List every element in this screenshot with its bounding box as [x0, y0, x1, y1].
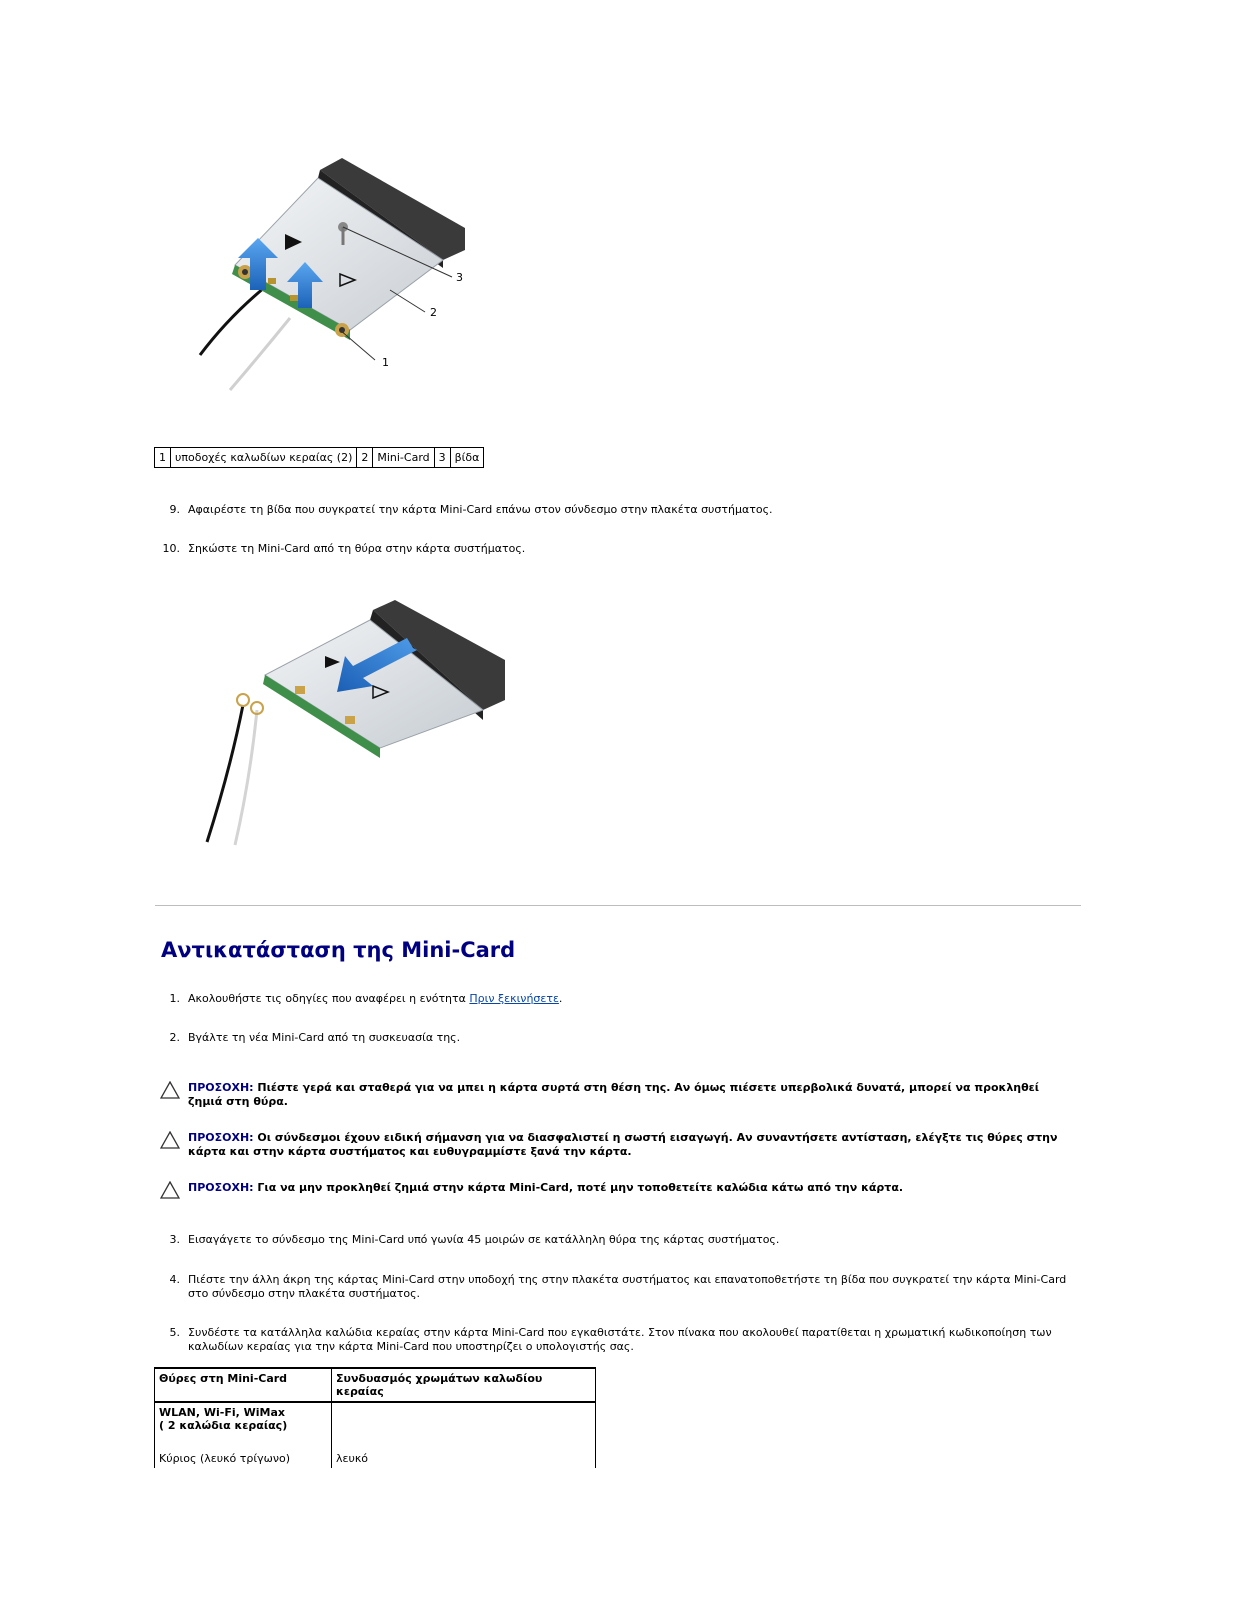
callout-1: 1	[382, 356, 389, 369]
port-cell: Κύριος (λευκό τρίγωνο)	[155, 1449, 332, 1468]
step-9	[150, 503, 1075, 517]
step-text: Αφαιρέστε τη βίδα που συγκρατεί την κάρτα Mini-Card επάνω στον σύνδεσμο στην πλακέτα συστήματος.	[188, 503, 773, 516]
caution-label: ΠΡΟΣΟΧΗ:	[188, 1081, 254, 1094]
step-2	[150, 1031, 1075, 1045]
caution-text	[188, 1081, 1076, 1109]
legend-num-3: 3	[434, 448, 450, 468]
step-5	[150, 1326, 1075, 1354]
legend-label-3: βίδα	[450, 448, 484, 468]
step-text: Εισαγάγετε το σύνδεσμο της Mini-Card υπό γωνία 45 μοιρών σε κατάλληλη θύρα της κάρτας συστήματος.	[188, 1233, 780, 1246]
step-text-after: .	[558, 992, 563, 1005]
before-you-begin-link[interactable]: Πριν ξεκινήσετε	[469, 992, 559, 1005]
step-text: Πιέστε την άλλη άκρη της κάρτας Mini-Card στην υποδοχή της στην πλακέτα συστήματος και επανατοποθετήστε τη βίδα που συγκρατεί την κάρτα Mini-Card στο σύνδεσμο στην πλακέτα συστήματος.	[188, 1273, 1067, 1300]
section-divider	[155, 905, 1081, 906]
header-color-scheme: Συνδυασμός χρωμάτων καλωδίου κεραίας	[332, 1368, 596, 1402]
step-number: 4.	[169, 1273, 180, 1286]
antenna-color-table	[154, 1367, 596, 1468]
header-ports: Θύρες στη Mini-Card	[155, 1368, 332, 1402]
step-text: Βγάλτε τη νέα Mini-Card από τη συσκευασία της.	[188, 1031, 461, 1044]
callout-3: 3	[456, 271, 463, 284]
group-title: WLAN, Wi-Fi, WiMax	[159, 1406, 286, 1419]
step-number: 3.	[169, 1233, 180, 1246]
caution-body: Οι σύνδεσμοι έχουν ειδική σήμανση για να διασφαλιστεί η σωστή εισαγωγή. Αν συναντήσετε αντίσταση, ελέγξτε τις θύρες στην κάρτα και στην κάρτα συστήματος και ευθυγραμμίστε ξανά την κάρτα.	[188, 1131, 1058, 1158]
step-4	[150, 1273, 1075, 1301]
figure-remove-antenna-cables	[190, 150, 490, 400]
group-empty-cell	[332, 1402, 596, 1449]
step-number: 1.	[169, 992, 180, 1005]
callout-2: 2	[430, 306, 437, 319]
color-cell: λευκό	[332, 1449, 596, 1468]
step-3	[150, 1233, 1075, 1247]
caution-label: ΠΡΟΣΟΧΗ:	[188, 1131, 254, 1144]
caution-text	[188, 1131, 1076, 1159]
group-subtitle: ( 2 καλώδια κεραίας)	[159, 1419, 288, 1432]
step-text-before: Ακολουθήστε τις οδηγίες που αναφέρει η ενότητα	[188, 992, 470, 1005]
caution-icon	[160, 1081, 188, 1109]
caution-2	[160, 1131, 1076, 1159]
legend-num-2: 2	[357, 448, 373, 468]
step-number: 9.	[169, 503, 180, 516]
caution-label: ΠΡΟΣΟΧΗ:	[188, 1181, 254, 1194]
legend-row	[155, 448, 484, 468]
caution-1	[160, 1081, 1076, 1109]
figure-lift-mini-card	[195, 600, 515, 865]
legend-label-1: υποδοχές καλωδίων κεραίας (2)	[171, 448, 357, 468]
step-number: 5.	[169, 1326, 180, 1339]
caution-body: Για να μην προκληθεί ζημιά στην κάρτα Mini-Card, ποτέ μην τοποθετείτε καλώδια κάτω από την κάρτα.	[257, 1181, 904, 1194]
table-row	[155, 1449, 596, 1468]
step-text	[188, 992, 1075, 1006]
table-header-row	[155, 1368, 596, 1402]
group-title-cell	[155, 1402, 332, 1449]
table-row-group	[155, 1402, 596, 1449]
step-text: Συνδέστε τα κατάλληλα καλώδια κεραίας στην κάρτα Mini-Card που εγκαθιστάτε. Στον πίνακα που ακολουθεί παρατίθεται η χρωματική κωδικοποίηση των καλωδίων κεραίας για την κάρτα Mini-Card που υποστηρίζει ο υπολογιστής σας.	[188, 1326, 1052, 1353]
step-1	[150, 992, 1075, 1006]
legend-label-2: Mini-Card	[373, 448, 434, 468]
legend-num-1: 1	[155, 448, 171, 468]
step-number: 2.	[169, 1031, 180, 1044]
caution-icon	[160, 1181, 188, 1203]
step-text: Σηκώστε τη Mini-Card από τη θύρα στην κάρτα συστήματος.	[188, 542, 526, 555]
step-number: 10.	[162, 542, 180, 555]
section-title: Αντικατάσταση της Mini-Card	[161, 938, 516, 962]
figure-legend-table	[154, 447, 484, 468]
caution-body: Πιέστε γερά και σταθερά για να μπει η κάρτα συρτά στη θέση της. Αν όμως πιέσετε υπερβολικά δυνατά, μπορεί να προκληθεί ζημιά στη θύρα.	[188, 1081, 1040, 1108]
caution-text	[188, 1181, 903, 1203]
step-10	[150, 542, 1075, 556]
caution-3	[160, 1181, 1076, 1203]
caution-icon	[160, 1131, 188, 1159]
